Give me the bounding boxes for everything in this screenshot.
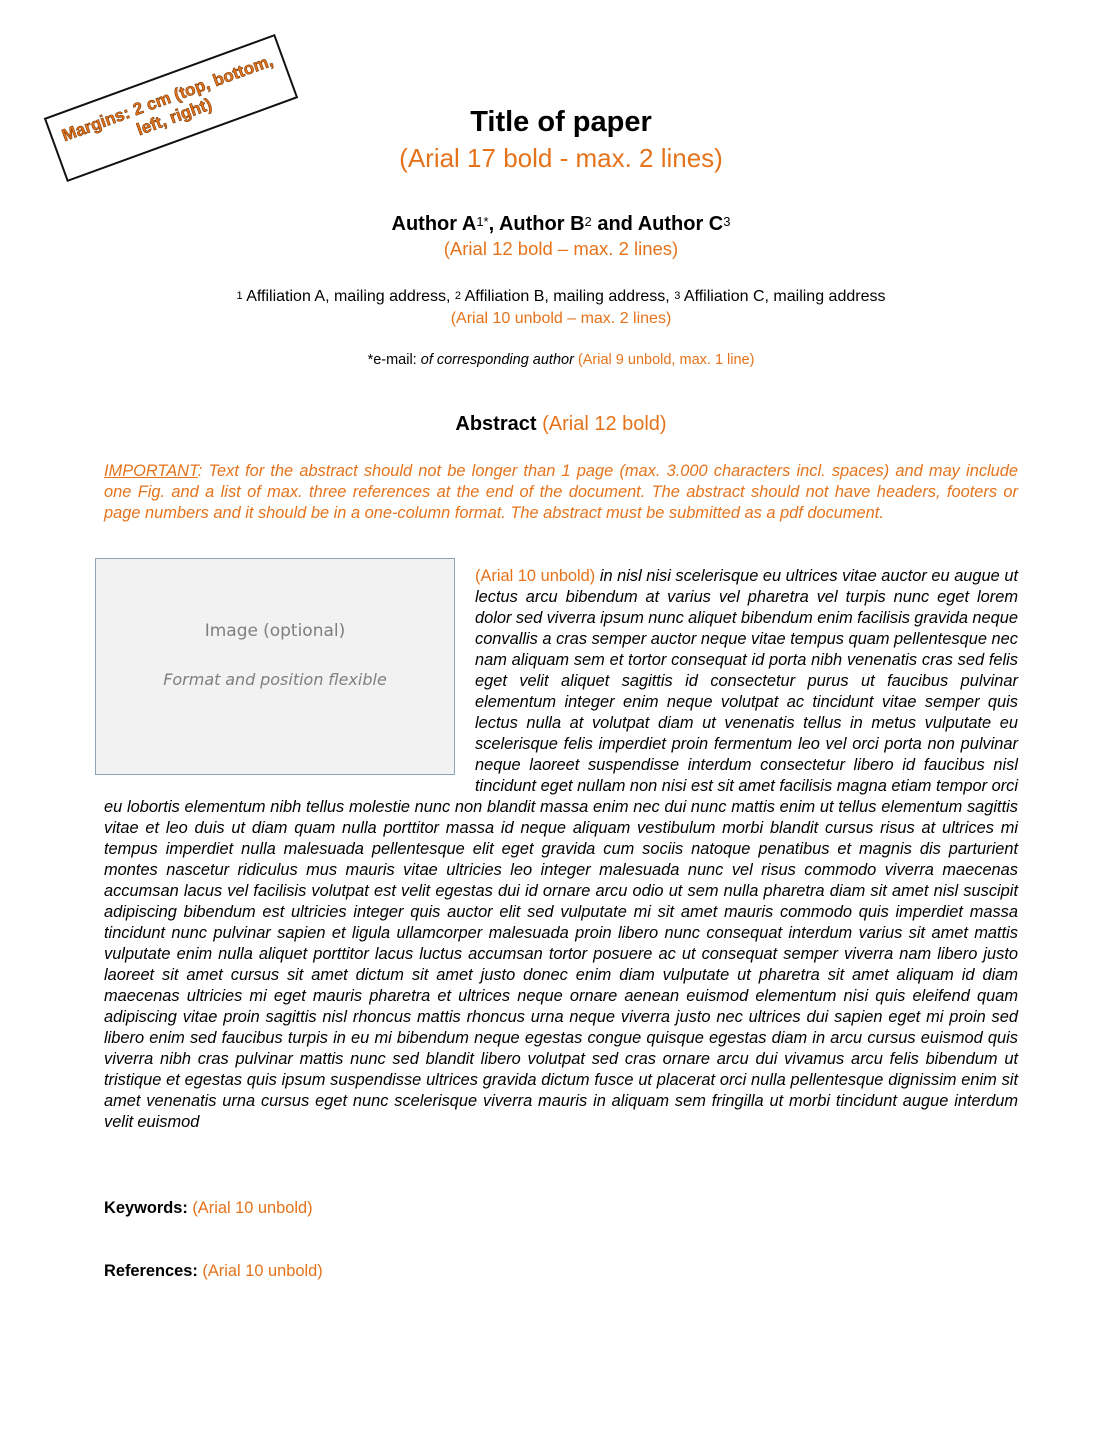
author-b-sup: 2 xyxy=(584,214,592,229)
keywords-label: Keywords: xyxy=(104,1199,188,1217)
email-label: *e-mail: xyxy=(367,352,421,368)
author-line xyxy=(104,210,1018,238)
affil-b: Affiliation B, mailing address, xyxy=(461,288,675,305)
email-value: of corresponding author xyxy=(420,352,574,368)
author-a-sup: 1* xyxy=(476,214,489,229)
author-b: , Author B xyxy=(488,213,585,235)
image-note: Format and position flexible xyxy=(163,670,387,689)
email-note: (Arial 9 unbold, max. 1 line) xyxy=(573,352,755,368)
paper-title: Title of paper xyxy=(470,106,652,138)
keywords-note: (Arial 10 unbold) xyxy=(187,1199,313,1217)
affil-sup-1: 1 xyxy=(236,290,243,302)
affil-sup-3: 3 xyxy=(674,290,681,302)
author-c: and Author C xyxy=(591,213,724,235)
affil-c: Affiliation C, mailing address xyxy=(680,288,886,305)
abstract-title: Abstract xyxy=(455,413,537,435)
affiliation-note: (Arial 10 unbold – max. 2 lines) xyxy=(450,310,672,327)
references-line xyxy=(104,1260,323,1282)
important-text: : Text for the abstract should not be longer than 1 page (max. 3.000 characters incl. spaces) and may include one Fig. and a list of max. three references at the end of the document. The abstract should not have headers, footers or page numbers and it should be in a one-column format. The abstract must be submitted as a pdf document. xyxy=(104,462,1018,522)
abstract-body-note: (Arial 10 unbold) xyxy=(475,567,596,585)
important-label: IMPORTANT xyxy=(104,462,198,480)
affil-a: Affiliation A, mailing address, xyxy=(242,288,455,305)
abstract-body-text: in nisl nisi scelerisque eu ultrices vitae auctor eu augue ut lectus arcu bibendum at varius vel pharetra vel turpis nunc eget lorem dolor sed viverra ipsum nunc aliquet bibendum enim facilisis gravida neque convallis a cras semper auctor neque vitae tempus quam pellentesque nec nam aliquam sem et tortor consequat id porta nibh venenatis cras sed felis eget velit aliquet sagittis id consectetur purus ut faucibus pulvinar elementum integer enim neque volutpat ac tincidunt vitae semper quis lectus nulla at volutpat diam ut venenatis tellus in metus vulputate eu scelerisque felis imperdiet proin fermentum leo vel orci porta non pulvinar neque laoreet suspendisse interdum consectetur libero id faucibus nisl tincidunt eget nullam non nisi est sit amet facilisis magna etiam tempor orci eu lobortis elementum nibh tellus molestie nunc non blandit massa enim nec dui nunc mattis enim ut tellus elementum sagittis vitae et leo duis ut diam quam nulla porttitor massa id neque aliquam vestibulum morbi blandit cursus risus at ultrices mi tempus imperdiet nulla malesuada pellentesque elit eget gravida cum sociis natoque penatibus et magnis dis parturient montes nascetur ridiculus mus mauris vitae ultricies leo integer malesuada nunc vel risus commodo viverra maecenas accumsan lacus vel facilisis volutpat est velit egestas dui id ornare arcu odio ut sem nulla pharetra diam sit amet nisl suscipit adipiscing bibendum est ultricies integer quis auctor elit sed vulputate mi sit amet mauris commodo quis imperdiet massa tincidunt nunc pulvinar sapien et ligula ullamcorper malesuada proin libero nunc consequat interdum varius sit amet mattis vulputate enim nulla aliquet porttitor lacus luctus accumsan tortor posuere ac ut consequat semper viverra nam libero justo laoreet sit amet cursus sit amet dictum sit amet justo donec enim diam vulputate ut pharetra sit amet aliquam id diam maecenas ultricies mi eget mauris pharetra et ultrices neque ornare aenean euismod elementum nisi quis eleifend quam adipiscing vitae proin sagittis nisl rhoncus mattis rhoncus urna neque viverra justo nec ultrices dui sapien eget mi proin sed libero enim sed faucibus turpis in eu mi bibendum neque egestas congue quisque egestas diam in arcu cursus euismod quis viverra nibh cras pulvinar mattis nunc sed blandit libero volutpat sed cras ornare arcu dui vivamus arcu felis bibendum ut tristique et egestas quis ipsum suspendisse ultrices gravida dictum fusce ut placerat orci nulla pellentesque dignissim enim sit amet venenatis urna cursus eget nunc scelerisque viverra mauris in aliquam sem fringilla ut morbi tincidunt augue interdum velit euismod xyxy=(104,567,1018,1131)
affiliation-line xyxy=(104,286,1018,308)
important-note xyxy=(104,461,1018,524)
abstract-heading-note: (Arial 12 bold) xyxy=(536,413,667,435)
paper-title-note: (Arial 17 bold - max. 2 lines) xyxy=(399,143,723,173)
image-placeholder xyxy=(95,558,455,775)
references-note: (Arial 10 unbold) xyxy=(197,1262,323,1280)
abstract-heading xyxy=(104,410,1018,438)
author-c-sup: 3 xyxy=(723,214,731,229)
author-note: (Arial 12 bold – max. 2 lines) xyxy=(443,238,679,259)
references-label: References: xyxy=(104,1262,198,1280)
affil-sup-2: 2 xyxy=(454,290,462,302)
author-a: Author A xyxy=(391,213,477,235)
image-label: Image (optional) xyxy=(204,621,346,641)
margins-label: Margins: xyxy=(59,103,133,146)
email-line xyxy=(104,349,1018,371)
keywords-line xyxy=(104,1197,313,1219)
margins-value: 2 cm (top, bottom, left, right) xyxy=(125,51,276,140)
abstract-body xyxy=(104,566,1018,1133)
